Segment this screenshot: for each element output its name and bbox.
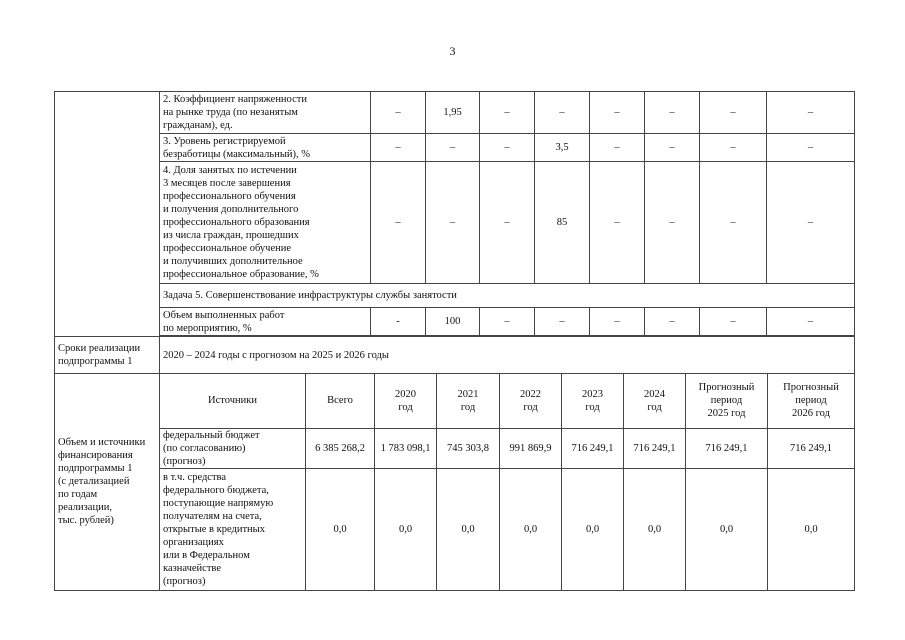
indicator-value: – — [426, 162, 480, 284]
indicator-value: – — [590, 308, 645, 336]
indicator-value: – — [535, 92, 590, 134]
amount-cell: 1 783 098,1 — [375, 428, 437, 468]
amount-cell: 0,0 — [306, 468, 375, 590]
indicator-value: – — [645, 162, 700, 284]
amount-cell: 745 303,8 — [437, 428, 500, 468]
indicator-value: – — [480, 162, 535, 284]
financing-table — [54, 374, 855, 591]
indicator-value: 85 — [535, 162, 590, 284]
indicator-value: 3,5 — [535, 134, 590, 162]
task-row — [55, 284, 855, 308]
indicator-value: – — [767, 308, 855, 336]
financing-row — [55, 468, 855, 590]
terms-label: Сроки реализации подпрограммы 1 — [55, 337, 160, 374]
amount-cell: 716 249,1 — [768, 428, 855, 468]
amount-cell: 0,0 — [437, 468, 500, 590]
header-forecast: Прогнозный период 2025 год — [686, 374, 768, 428]
indicator-value: – — [590, 162, 645, 284]
indicator-row — [55, 134, 855, 162]
indicator-row — [55, 92, 855, 134]
header-total: Всего — [306, 374, 375, 428]
indicator-value: – — [767, 92, 855, 134]
page-number: 3 — [449, 44, 456, 58]
indicator-value: - — [371, 308, 426, 336]
indicator-label: 3. Уровень регистрируемой безработицы (максимальный), % — [160, 134, 371, 162]
header-year: 2020 год — [375, 374, 437, 428]
amount-cell: 0,0 — [768, 468, 855, 590]
indicator-value: – — [480, 92, 535, 134]
header-year: 2022 год — [500, 374, 562, 428]
indicator-value: – — [371, 134, 426, 162]
indicator-value: – — [645, 92, 700, 134]
indicator-value: – — [700, 308, 767, 336]
header-sources: Источники — [160, 374, 306, 428]
financing-label: Объем и источники финансирования подпрограммы 1 (с детализацией по годам реализации, тыс. рублей) — [55, 374, 160, 590]
indicator-value: – — [426, 134, 480, 162]
indicator-value: – — [700, 162, 767, 284]
indicator-label: 4. Доля занятых по истечении 3 месяцев после завершения профессионального обучения и получения дополнительного профессионального образования из числа граждан, прошедших профессиональное обучение и получивших дополнительное профессиональное образование, % — [160, 162, 371, 284]
amount-cell: 716 249,1 — [686, 428, 768, 468]
indicator-label: 2. Коэффициент напряженности на рынке труда (по незанятым гражданам), ед. — [160, 92, 371, 134]
indicator-value: – — [645, 308, 700, 336]
indicator-value: – — [480, 308, 535, 336]
amount-cell: 0,0 — [624, 468, 686, 590]
indicator-value: – — [480, 134, 535, 162]
financing-header-row — [55, 374, 855, 428]
amount-cell: 991 869,9 — [500, 428, 562, 468]
amount-cell: 6 385 268,2 — [306, 428, 375, 468]
indicator-value: – — [645, 134, 700, 162]
indicator-row — [55, 162, 855, 284]
amount-cell: 716 249,1 — [562, 428, 624, 468]
amount-cell: 0,0 — [562, 468, 624, 590]
indicator-value: – — [590, 92, 645, 134]
source-label: федеральный бюджет (по согласованию) (прогноз) — [160, 428, 306, 468]
financing-row — [55, 428, 855, 468]
indicator-value: 100 — [426, 308, 480, 336]
header-year: 2024 год — [624, 374, 686, 428]
indicators-table — [54, 91, 855, 374]
indicator-value: – — [700, 92, 767, 134]
amount-cell: 0,0 — [686, 468, 768, 590]
header-year: 2023 год — [562, 374, 624, 428]
indicator-value: – — [767, 162, 855, 284]
document-tables — [54, 91, 854, 591]
amount-cell: 716 249,1 — [624, 428, 686, 468]
terms-value: 2020 – 2024 годы с прогнозом на 2025 и 2026 годы — [160, 337, 855, 374]
indicator-row — [55, 308, 855, 336]
indicator-value: – — [590, 134, 645, 162]
indicator-value: – — [700, 134, 767, 162]
amount-cell: 0,0 — [375, 468, 437, 590]
task-5-title: Задача 5. Совершенствование инфраструктуры службы занятости — [160, 284, 855, 308]
indicator-value: 1,95 — [426, 92, 480, 134]
indicator-value: – — [371, 92, 426, 134]
indicator-label: Объем выполненных работ по мероприятию, % — [160, 308, 371, 336]
indicator-value: – — [371, 162, 426, 284]
source-label: в т.ч. средства федерального бюджета, поступающие напрямую получателям на счета, открытые в кредитных организациях или в Федеральном казначействе (прогноз) — [160, 468, 306, 590]
indicators-left-cell — [55, 92, 160, 337]
header-year: 2021 год — [437, 374, 500, 428]
header-forecast: Прогнозный период 2026 год — [768, 374, 855, 428]
indicator-value: – — [535, 308, 590, 336]
amount-cell: 0,0 — [500, 468, 562, 590]
terms-row — [55, 337, 855, 374]
indicator-value: – — [767, 134, 855, 162]
